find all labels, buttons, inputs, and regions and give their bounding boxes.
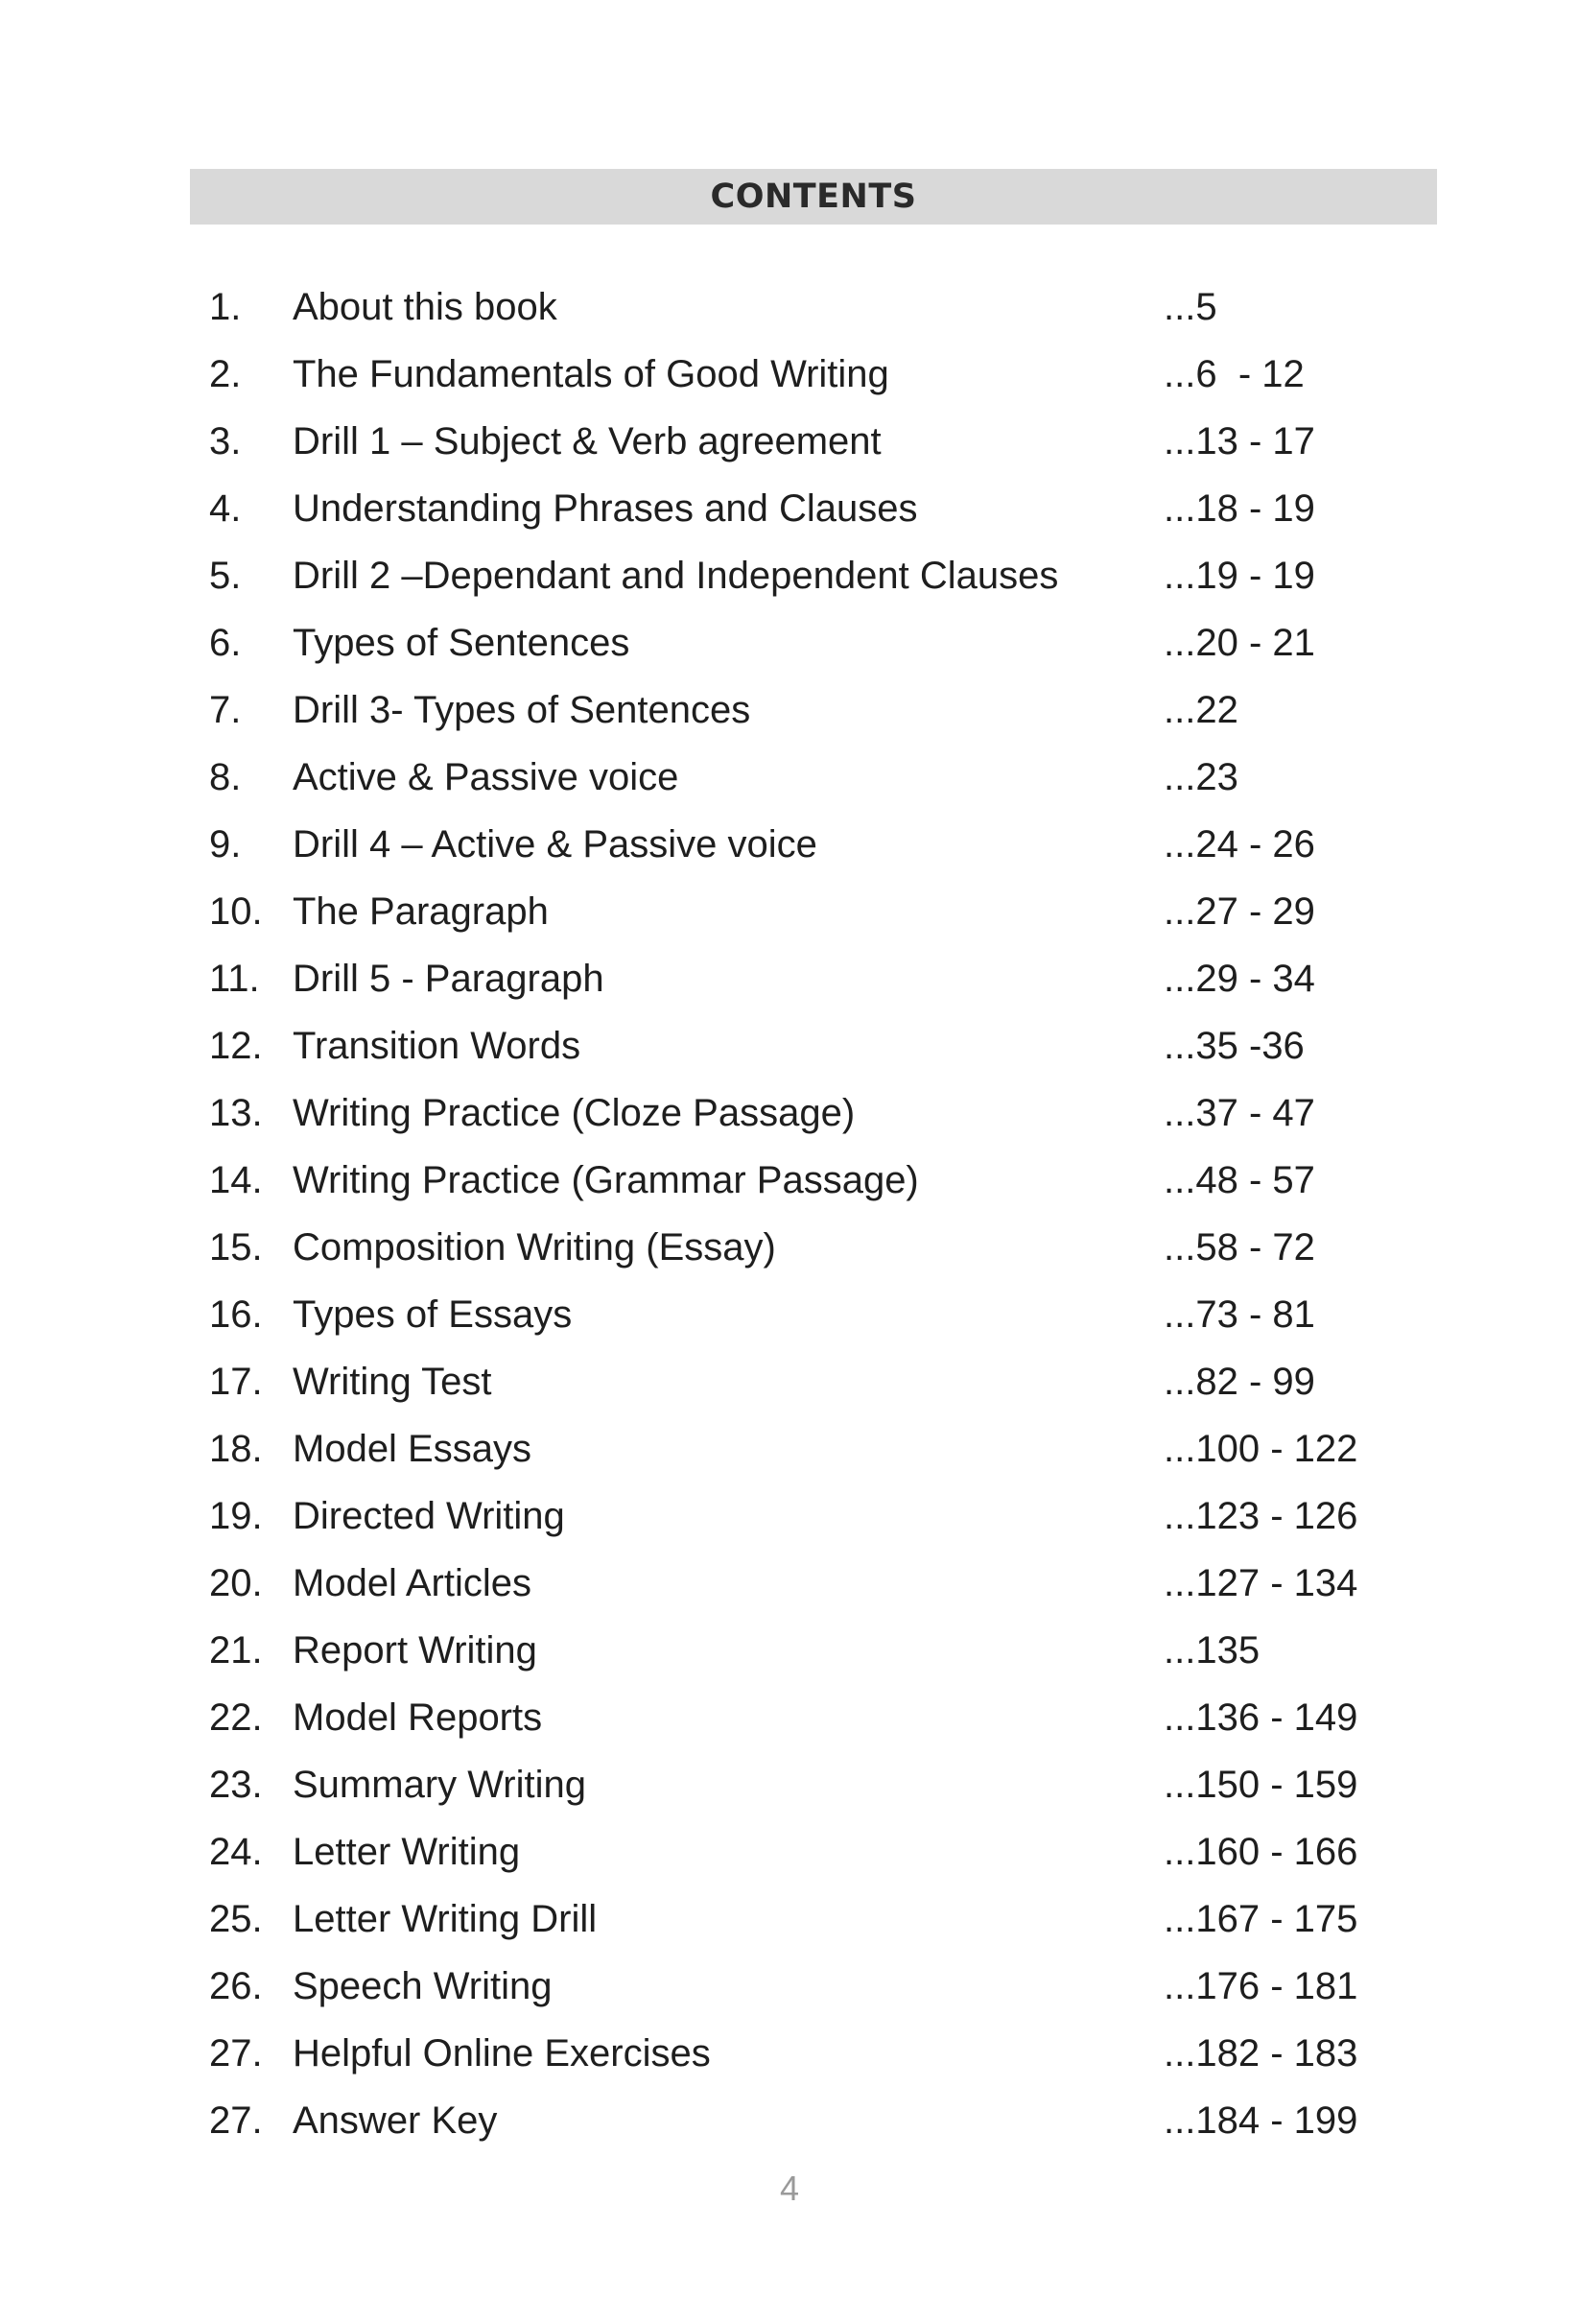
toc-row-pages: ...182 - 183 [1164,2032,1358,2075]
toc-row-title: Active & Passive voice [293,756,679,798]
toc-row-pages: ...19 - 19 [1164,555,1315,597]
toc-row-number: 22. [209,1696,263,1739]
toc-row [0,1418,1579,1480]
toc-row-title: Types of Essays [293,1293,573,1336]
toc-row [0,1485,1579,1547]
toc-row-pages: ...5 [1164,286,1217,328]
toc-row-title: Model Reports [293,1696,543,1739]
toc-row-pages: ...150 - 159 [1164,1764,1358,1806]
toc-row [0,478,1579,539]
toc-row-title: Summary Writing [293,1764,586,1806]
toc-row [0,814,1579,875]
toc-row-pages: ...73 - 81 [1164,1293,1315,1336]
toc-row-number: 18. [209,1428,263,1470]
toc-row [0,545,1579,606]
toc-row-pages: ...13 - 17 [1164,420,1315,462]
toc-row-number: 1. [209,286,242,328]
toc-row-pages: ...24 - 26 [1164,823,1315,866]
toc-row [0,612,1579,674]
page-number: 4 [779,2169,800,2208]
toc-row-title: Drill 1 – Subject & Verb agreement [293,420,882,462]
toc-row-title: Drill 3- Types of Sentences [293,689,751,731]
toc-row [0,1888,1579,1950]
toc-row-number: 11. [209,958,260,1000]
toc-row [0,2090,1579,2151]
toc-row-number: 20. [209,1562,263,1604]
toc-row-number: 23. [209,1764,263,1806]
toc-row-title: Helpful Online Exercises [293,2032,711,2075]
toc-row-number: 13. [209,1092,263,1134]
toc-row-number: 26. [209,1965,263,2007]
toc-row-pages: ...29 - 34 [1164,958,1315,1000]
toc-row-title: Understanding Phrases and Clauses [293,487,918,530]
toc-row-title: Model Articles [293,1562,531,1604]
toc-row [0,1284,1579,1345]
toc-row-title: Composition Writing (Essay) [293,1226,776,1269]
toc-row-number: 6. [209,622,242,664]
toc-row [0,1217,1579,1278]
toc-row [0,276,1579,338]
toc-row [0,344,1579,405]
toc-row [0,1015,1579,1077]
toc-row-title: Writing Practice (Cloze Passage) [293,1092,856,1134]
toc-row [0,1082,1579,1144]
toc-row-pages: ...135 [1164,1629,1261,1672]
toc-row-title: Drill 4 – Active & Passive voice [293,823,817,866]
toc-row-number: 21. [209,1629,263,1672]
toc-row-title: Drill 2 –Dependant and Independent Clauses [293,555,1059,597]
toc-row-pages: ...6 - 12 [1164,353,1305,395]
toc-row-title: Writing Test [293,1361,492,1403]
toc-row-title: Letter Writing [293,1831,521,1873]
toc-row [0,948,1579,1009]
toc-row-number: 25. [209,1898,263,1940]
toc-row-number: 15. [209,1226,263,1269]
toc-row-number: 5. [209,555,242,597]
toc-row [0,1351,1579,1412]
toc-row [0,1620,1579,1681]
toc-row-title: Writing Practice (Grammar Passage) [293,1159,919,1201]
toc-row [0,411,1579,472]
toc-row-pages: ...176 - 181 [1164,1965,1358,2007]
toc-row-title: About this book [293,286,557,328]
toc-row-pages: ...35 -36 [1164,1025,1305,1067]
toc-row-pages: ...27 - 29 [1164,890,1315,933]
toc-row-pages: ...136 - 149 [1164,1696,1358,1739]
toc-row-pages: ...100 - 122 [1164,1428,1358,1470]
toc-row-number: 8. [209,756,242,798]
toc-row [0,679,1579,741]
toc-row-title: Report Writing [293,1629,537,1672]
toc-row-pages: ...58 - 72 [1164,1226,1315,1269]
toc-row-title: The Fundamentals of Good Writing [293,353,889,395]
toc-row [0,881,1579,942]
toc-row-title: Answer Key [293,2099,498,2142]
toc-row-number: 14. [209,1159,263,1201]
toc-row-number: 2. [209,353,242,395]
toc-row-number: 17. [209,1361,263,1403]
toc-row-number: 27. [209,2099,263,2142]
toc-row-pages: ...82 - 99 [1164,1361,1315,1403]
toc-row-pages: ...23 [1164,756,1238,798]
toc-row-pages: ...184 - 199 [1164,2099,1358,2142]
toc-row [0,1553,1579,1614]
toc-row-title: Directed Writing [293,1495,565,1537]
toc-row-number: 16. [209,1293,263,1336]
toc-row-number: 10. [209,890,263,933]
toc-row-title: Model Essays [293,1428,531,1470]
toc-row-pages: ...167 - 175 [1164,1898,1358,1940]
toc-row [0,1754,1579,1815]
toc-row-pages: ...160 - 166 [1164,1831,1358,1873]
toc-row-pages: ...20 - 21 [1164,622,1315,664]
toc-row-pages: ...48 - 57 [1164,1159,1315,1201]
toc-row [0,1150,1579,1211]
toc-row [0,1821,1579,1883]
toc-row-number: 9. [209,823,242,866]
toc-row [0,1956,1579,2017]
toc-row-title: Speech Writing [293,1965,553,2007]
toc-row-title: Drill 5 - Paragraph [293,958,604,1000]
toc-row-pages: ...22 [1164,689,1238,731]
toc-row-pages: ...37 - 47 [1164,1092,1315,1134]
toc-row-number: 12. [209,1025,263,1067]
toc-row-number: 19. [209,1495,263,1537]
toc-row-pages: ...18 - 19 [1164,487,1315,530]
toc-row-title: Types of Sentences [293,622,630,664]
toc-row [0,747,1579,808]
toc-row-number: 3. [209,420,242,462]
toc-row-number: 27. [209,2032,263,2075]
toc-row-title: The Paragraph [293,890,549,933]
toc-row-pages: ...123 - 126 [1164,1495,1358,1537]
toc-row-number: 24. [209,1831,263,1873]
toc-row [0,1687,1579,1748]
toc-row-title: Transition Words [293,1025,581,1067]
toc-row [0,2023,1579,2084]
toc-row-pages: ...127 - 134 [1164,1562,1358,1604]
page-title: CONTENTS [710,178,917,216]
toc-row-number: 7. [209,689,242,731]
toc-row-title: Letter Writing Drill [293,1898,598,1940]
toc-row-number: 4. [209,487,242,530]
